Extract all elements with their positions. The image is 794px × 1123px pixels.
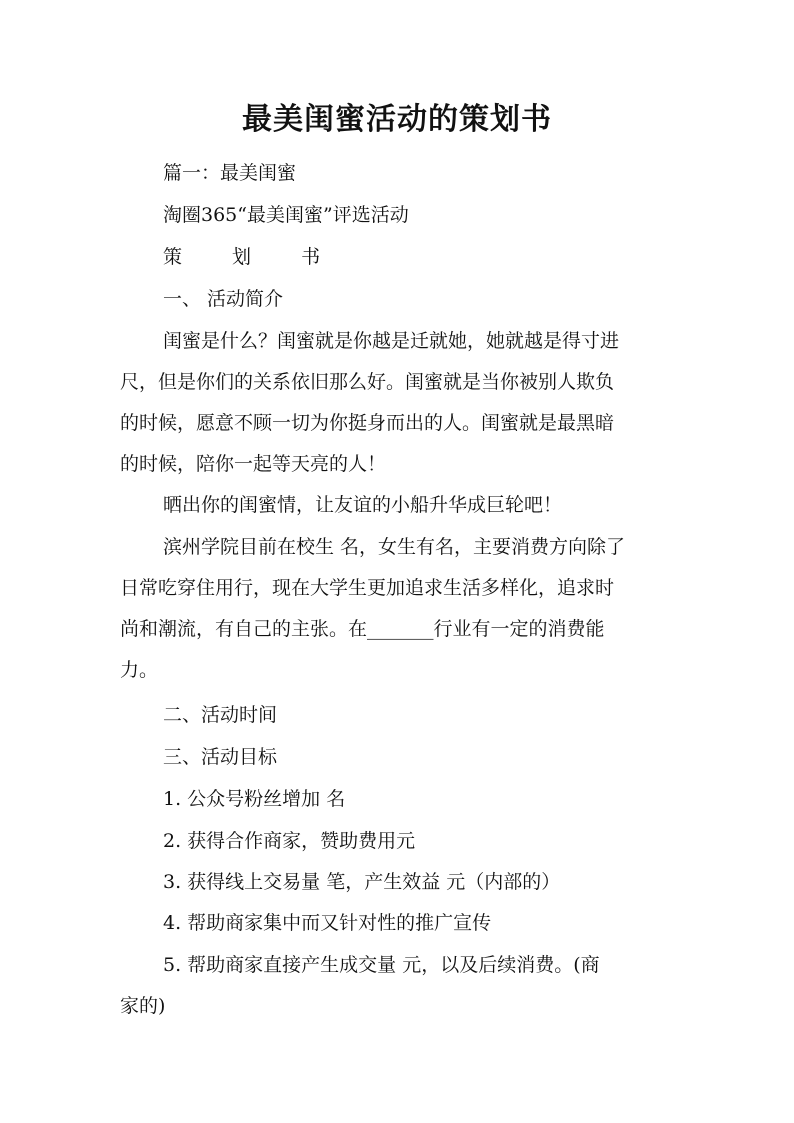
paragraph-line: 力。 xyxy=(120,659,159,681)
paragraph-line: 尚和潮流，有自己的主张。在_______行业有一定的消费能 xyxy=(120,618,605,640)
paragraph-line: 日常吃穿住用行，现在大学生更加追求生活多样化，追求时 xyxy=(120,577,615,599)
section-heading-intro: 一、 活动简介 xyxy=(163,288,284,310)
paragraph-line: 晒出你的闺蜜情，让友谊的小船升华成巨轮吧！ xyxy=(163,494,563,516)
goal-item: 2. 获得合作商家，赞助费用元 xyxy=(163,830,416,852)
section-heading-chapter-one: 篇一：最美闺蜜 xyxy=(163,162,297,184)
section-heading-time: 二、活动时间 xyxy=(163,704,278,726)
plan-label: 策 划 书 xyxy=(163,246,343,268)
paragraph-line: 的时候，陪你一起等天亮的人！ xyxy=(120,453,387,475)
event-name-line: 淘圈365“最美闺蜜”评选活动 xyxy=(163,204,409,226)
goal-item-continuation: 家的) xyxy=(120,995,166,1017)
paragraph-line: 尺，但是你们的关系依旧那么好。闺蜜就是当你被别人欺负 xyxy=(120,371,615,393)
goal-item: 3. 获得线上交易量 笔，产生效益 元（内部的） xyxy=(163,871,561,893)
paragraph-line: 滨州学院目前在校生 名，女生有名，主要消费方向除了 xyxy=(163,536,626,558)
goal-item: 5. 帮助商家直接产生成交量 元，以及后续消费。(商 xyxy=(163,954,600,976)
document-title: 最美闺蜜活动的策划书 xyxy=(242,102,552,137)
paragraph-line: 的时候，愿意不顾一切为你挺身而出的人。闺蜜就是最黑暗 xyxy=(120,412,615,434)
section-heading-goals: 三、活动目标 xyxy=(163,746,278,768)
paragraph-line: 闺蜜是什么？闺蜜就是你越是迁就她，她就越是得寸进 xyxy=(163,330,620,352)
goal-item: 4. 帮助商家集中而又针对性的推广宣传 xyxy=(163,912,492,934)
goal-item: 1. 公众号粉丝增加 名 xyxy=(163,788,346,810)
